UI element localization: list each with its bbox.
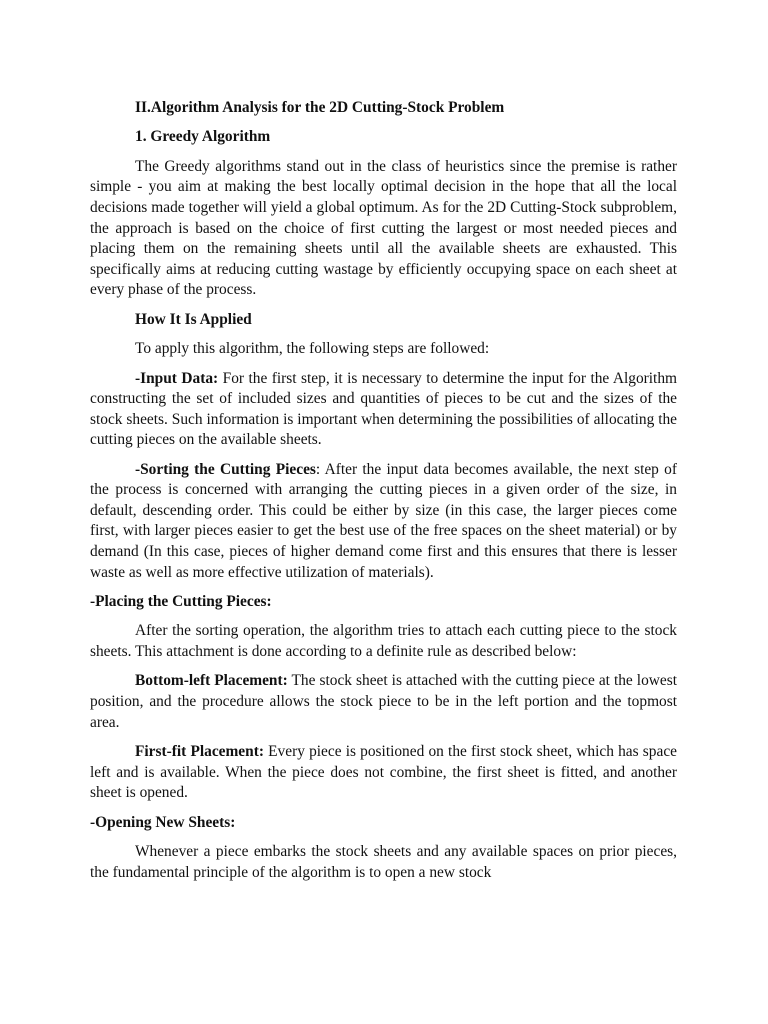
section-title: II.Algorithm Analysis for the 2D Cutting-Stock Problem: [135, 99, 505, 116]
sorting-text: : After the input data becomes available, the next step of the process is concerned with arranging the cutting pieces in a given order of the size, in default, descending order. This could be either by size (in this case, the larger pieces come first, with larger pieces easier to get the best use of the free spaces on the sheet material) or by demand (In this case, pieces of higher demand come first and this ensures that there is lesser waste as well as more effective utilization of materials).: [90, 460, 677, 581]
subsection-title: 1. Greedy Algorithm: [135, 128, 271, 146]
first-fit-text: Every piece is positioned on the first stock sheet, which has space left and is available. When the piece does not combine, the first sheet is fitted, and another sheet is opened.: [90, 743, 677, 802]
steps-intro: To apply this algorithm, the following steps are followed:: [135, 340, 490, 358]
opening-heading: -Opening New Sheets:: [90, 813, 236, 831]
sorting-paragraph: [90, 460, 677, 584]
bottom-left-paragraph: [90, 671, 677, 733]
opening-paragraph: Whenever a piece embarks the stock sheets and any available spaces on prior pieces, the fundamental principle of the algorithm is to open a new stock: [90, 842, 677, 881]
input-data-label: -Input Data:: [135, 369, 219, 387]
sorting-label: -Sorting the Cutting Pieces: [135, 460, 316, 478]
bottom-left-label: Bottom-left Placement:: [135, 672, 288, 690]
intro-paragraph: The Greedy algorithms stand out in the class of heuristics since the premise is rather simple - you aim at making the best locally optimal decision in the hope that all the local decisions made together will yield a global optimum. As for the 2D Cutting-Stock subproblem, the approach is based on the choice of first cutting the largest or most needed pieces and placing them on the remaining sheets until all the available sheets are exhausted. This specifically aims at reducing cutting wastage by efficiently occupying space on each sheet at every phase of the process.: [90, 157, 677, 299]
placing-paragraph: After the sorting operation, the algorithm tries to attach each cutting piece to the stock sheets. This attachment is done according to a definite rule as described below:: [90, 622, 677, 661]
first-fit-paragraph: [90, 742, 677, 804]
how-applied-heading: How It Is Applied: [135, 310, 252, 328]
document-page: [90, 98, 677, 883]
input-data-text: For the first step, it is necessary to determine the input for the Algorithm constructing the set of included sizes and quantities of pieces to be cut and the sizes of the stock sheets. Such information is important when determining the possibilities of allocating the cutting pieces on the available sheets.: [90, 369, 677, 449]
placing-heading: -Placing the Cutting Pieces:: [90, 593, 272, 611]
input-data-paragraph: [90, 369, 677, 451]
bottom-left-text: The stock sheet is attached with the cutting piece at the lowest position, and the procedure allows the stock piece to be in the left portion and the topmost area.: [90, 672, 677, 731]
first-fit-label: First-fit Placement:: [135, 743, 264, 760]
